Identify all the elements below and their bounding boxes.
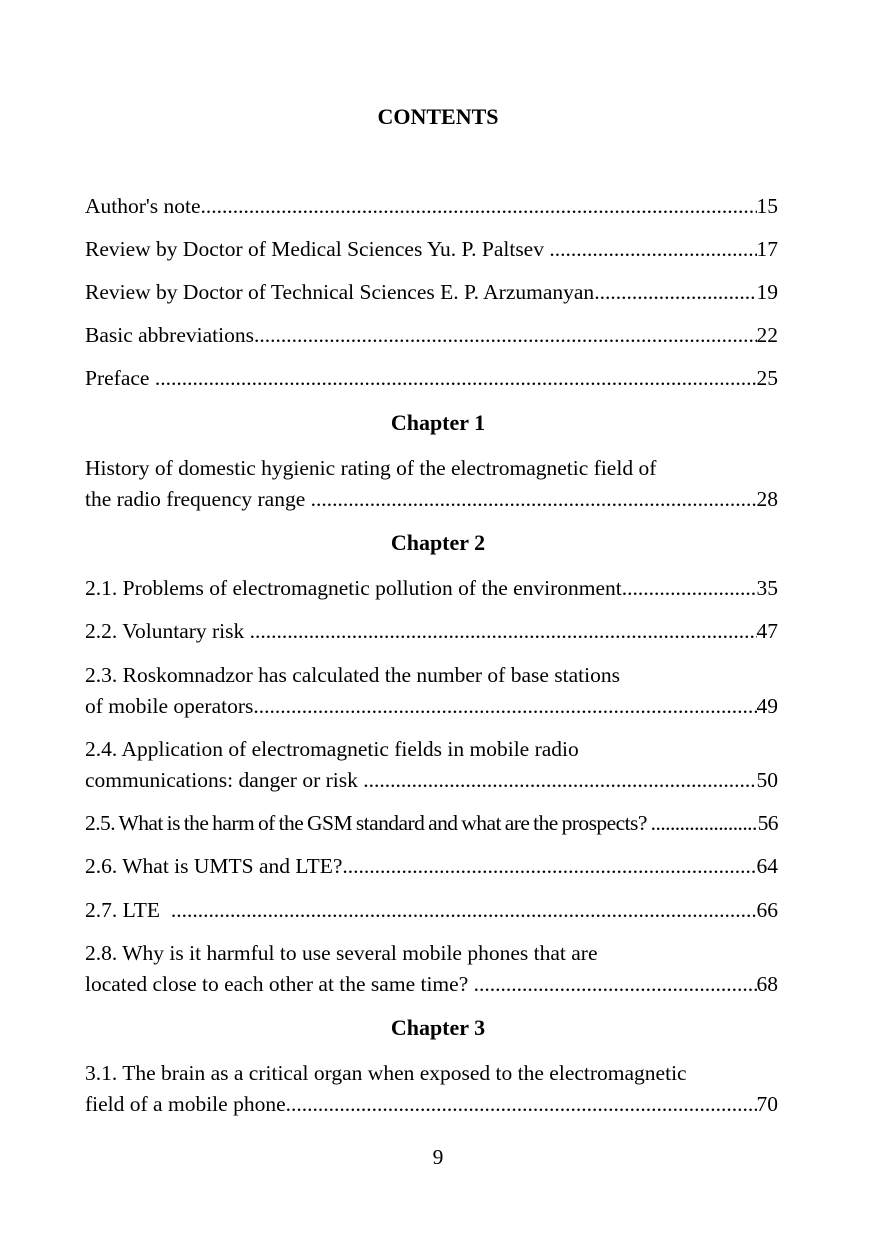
toc-entry-3-1[interactable] [85, 1058, 778, 1120]
toc-entry-page: 25 [756, 366, 778, 390]
chapter-3-heading: Chapter 3 [390, 1015, 486, 1040]
toc-entry-page: 64 [756, 854, 778, 878]
toc-entry-title: 2.1. Problems of electromagnetic pollution of the environment [85, 576, 622, 600]
toc-entry-title: the radio frequency range [85, 487, 311, 511]
contents-title: CONTENTS [377, 104, 499, 129]
toc-entry-title: 2.7. LTE [85, 898, 171, 922]
toc-entry-page: 56 [757, 811, 778, 835]
toc-entry-2-6[interactable] [85, 851, 778, 882]
toc-entry-title: field of a mobile phone [85, 1092, 286, 1116]
chapter-1-heading: Chapter 1 [390, 410, 486, 435]
toc-entry-2-4[interactable] [85, 734, 778, 796]
toc-entry-page: 66 [756, 898, 778, 922]
toc-entry-page: 19 [756, 280, 778, 304]
toc-entry-2-3[interactable] [85, 660, 778, 722]
dot-leader [363, 765, 756, 796]
toc-entry-title: Review by Doctor of Medical Sciences Yu. P. Paltsev [85, 237, 550, 261]
toc-entry-title-line: 3.1. The brain as a critical organ when exposed to the electromagnetic [85, 1061, 687, 1085]
toc-entry-review-paltsev[interactable] [85, 234, 778, 265]
toc-entry-title: Review by Doctor of Technical Sciences E. P. Arzumanyan [85, 280, 595, 304]
dot-leader [622, 573, 757, 604]
dot-leader [549, 234, 756, 265]
dot-leader [254, 320, 757, 351]
toc-entry-page: 68 [756, 972, 778, 996]
toc-entry-page: 35 [756, 576, 778, 600]
toc-entry-page: 49 [756, 694, 778, 718]
chapter-2-heading: Chapter 2 [390, 530, 486, 555]
toc-entry-title: Basic abbreviations [85, 323, 254, 347]
toc-entry-2-7[interactable] [85, 895, 778, 926]
toc-entry-page: 70 [756, 1092, 778, 1116]
toc-entry-history-hygienic-rating[interactable] [85, 453, 778, 515]
toc-entry-2-5[interactable] [85, 808, 778, 839]
toc-entry-page: 22 [756, 323, 778, 347]
toc-entry-page: 47 [756, 619, 778, 643]
page-number: 9 [432, 1145, 444, 1169]
toc-entry-title-line: 2.4. Application of electromagnetic fields in mobile radio [85, 737, 579, 761]
toc-entry-authors-note[interactable] [85, 191, 778, 222]
dot-leader [311, 484, 757, 515]
toc-entry-page: 50 [756, 768, 778, 792]
toc-entry-2-2[interactable] [85, 616, 778, 647]
dot-leader [474, 969, 757, 1000]
toc-entry-title-line: 2.3. Roskomnadzor has calculated the number of base stations [85, 663, 620, 687]
toc-entry-title: Preface [85, 366, 155, 390]
toc-entry-review-arzumanyan[interactable] [85, 277, 778, 308]
toc-entry-preface[interactable] [85, 363, 778, 394]
toc-entry-title-line: 2.8. Why is it harmful to use several mobile phones that are [85, 941, 598, 965]
toc-entry-title: communications: danger or risk [85, 768, 364, 792]
toc-entry-2-1[interactable] [85, 573, 778, 604]
dot-leader [250, 616, 757, 647]
toc-entry-title: 2.2. Voluntary risk [85, 619, 250, 643]
dot-leader [155, 363, 757, 394]
dot-leader [651, 808, 758, 839]
toc-entry-basic-abbreviations[interactable] [85, 320, 778, 351]
dot-leader [171, 895, 757, 926]
toc-entry-page: 28 [756, 487, 778, 511]
toc-entry-page: 15 [756, 194, 778, 218]
toc-entry-2-8[interactable] [85, 938, 778, 1000]
dot-leader [594, 277, 756, 308]
toc-entry-title: 2.5. What is the harm of the GSM standard and what are the prospects? [85, 811, 651, 835]
toc-entry-title: located close to each other at the same time? [85, 972, 474, 996]
dot-leader [201, 191, 757, 222]
dot-leader [253, 691, 756, 722]
dot-leader [342, 851, 756, 882]
dot-leader [286, 1089, 757, 1120]
toc-entry-title: Author's note [85, 194, 201, 218]
toc-entry-title-line: History of domestic hygienic rating of the electromagnetic field of [85, 456, 657, 480]
toc-entry-title: 2.6. What is UMTS and LTE? [85, 854, 343, 878]
toc-entry-title: of mobile operators [85, 694, 254, 718]
toc-entry-page: 17 [756, 237, 778, 261]
